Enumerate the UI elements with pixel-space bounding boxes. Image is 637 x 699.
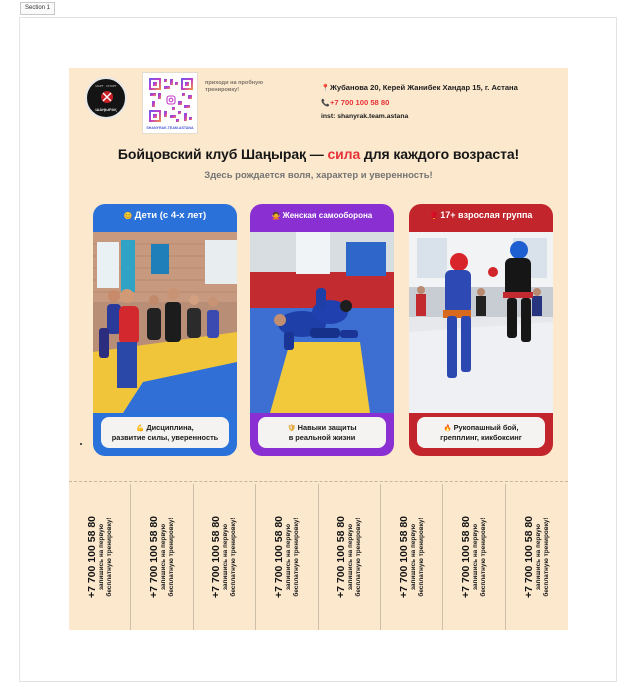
qr-caption: SHANYRAK.TEAM.ASTANA	[146, 126, 194, 130]
subheadline: Здесь рождается воля, характер и уверенность!	[204, 170, 433, 181]
card-adults-description	[417, 417, 545, 448]
strip-cta-line2: бесплатную тренировку!	[105, 517, 113, 597]
boxing-glove-icon: 🥊	[429, 213, 439, 220]
trial-note: приходи на пробную тренировку!	[205, 80, 264, 93]
strip-cta-line1: запишись на первую	[534, 523, 542, 591]
card-kids	[93, 204, 237, 456]
strip-cta-line2: бесплатную тренировку!	[417, 517, 425, 597]
club-logo	[85, 77, 127, 119]
tear-off-strip	[319, 484, 381, 630]
headline-part1: Бойцовский клуб Шаңырақ —	[117, 146, 328, 162]
strip-phone: +7 700 100 58 80	[459, 515, 472, 599]
cursor-dot	[80, 443, 82, 445]
card-adults-title	[409, 210, 553, 220]
cut-line	[69, 481, 568, 482]
card-women	[250, 204, 394, 456]
strip-cta-line1: запишись на первую	[471, 523, 479, 591]
strip-cta-line1: запишись на первую	[284, 523, 292, 591]
card-women-title	[250, 211, 394, 220]
kids-photo	[93, 232, 237, 413]
phone-icon: 📞	[321, 100, 330, 107]
strip-phone: +7 700 100 58 80	[522, 515, 535, 599]
tear-off-strip	[443, 484, 505, 630]
headline	[69, 146, 568, 162]
qr-code-card	[142, 72, 198, 134]
tear-off-strip	[69, 484, 131, 630]
strip-cta-line2: бесплатную тренировку!	[292, 517, 300, 597]
strip-cta-line1: запишись на первую	[160, 523, 168, 591]
card-kids-title-text: Дети (с 4-х лет)	[134, 210, 207, 221]
tear-off-strip	[131, 484, 193, 630]
flyer	[69, 68, 568, 630]
strip-cta-line2: бесплатную тренировку!	[168, 517, 176, 597]
strip-phone: +7 700 100 58 80	[148, 515, 161, 599]
map-pin-icon: 📍	[321, 85, 330, 92]
address-row	[321, 83, 518, 92]
strip-cta-line2: бесплатную тренировку!	[542, 517, 550, 597]
card-women-desc-line1: Навыки защиты	[297, 423, 357, 432]
strip-cta-line1: запишись на первую	[97, 523, 105, 591]
phone-row	[321, 98, 389, 107]
smile-icon: 😊	[123, 213, 133, 220]
card-kids-description	[101, 417, 229, 448]
instagram-text: inst: shanyrak.team.astana	[321, 113, 409, 120]
section-tab[interactable]: Section 1	[20, 2, 55, 15]
strip-phone: +7 700 100 58 80	[85, 515, 98, 599]
phone-text: +7 700 100 58 80	[330, 98, 390, 107]
logo-top-text: МАРТ · СПОРТ	[95, 84, 117, 88]
tear-off-strip	[381, 484, 443, 630]
gesture-icon: 🙅	[271, 213, 281, 220]
headline-accent: сила	[327, 146, 361, 162]
fire-icon: 🔥	[443, 425, 452, 432]
tear-off-strip	[256, 484, 318, 630]
strip-cta-line1: запишись на первую	[222, 523, 230, 591]
card-adults-title-text: 17+ взрослая группа	[440, 210, 533, 220]
strip-phone: +7 700 100 58 80	[335, 515, 348, 599]
card-adults-desc-line2: грепплинг, кикбоксинг	[440, 433, 522, 442]
strip-cta-line2: бесплатную тренировку!	[479, 517, 487, 597]
qr-code-icon	[148, 77, 194, 123]
card-women-desc-line2: в реальной жизни	[288, 433, 356, 442]
card-women-description	[258, 417, 386, 448]
logo-bottom-text: ШАҢЫРАҚ	[95, 107, 117, 112]
card-kids-desc-line1: Дисциплина,	[146, 423, 194, 432]
tear-off-strip	[194, 484, 256, 630]
instagram-row	[321, 113, 408, 120]
strip-cta-line2: бесплатную тренировку!	[230, 517, 238, 597]
adults-photo	[409, 232, 553, 413]
card-kids-title	[93, 210, 237, 221]
card-adults	[409, 204, 553, 456]
card-kids-desc-line2: развитие силы, уверенность	[111, 433, 219, 442]
women-photo	[250, 232, 394, 413]
shield-icon: 🛡	[287, 425, 296, 432]
muscle-icon: 💪	[136, 425, 145, 432]
strip-phone: +7 700 100 58 80	[210, 515, 223, 599]
strip-cta-line2: бесплатную тренировку!	[355, 517, 363, 597]
strip-phone: +7 700 100 58 80	[272, 515, 285, 599]
tear-off-strip	[506, 484, 568, 630]
headline-part2: для каждого возраста!	[360, 146, 520, 162]
crossed-swords-icon	[100, 90, 114, 104]
strip-cta-line1: запишись на первую	[347, 523, 355, 591]
card-women-title-text: Женская самооборона	[282, 211, 373, 220]
strip-cta-line1: запишись на первую	[409, 523, 417, 591]
address-text: Жубанова 20, Керей Жанибек Хандар 15, г. Астана	[330, 83, 518, 92]
tear-off-strips	[69, 484, 568, 630]
strip-phone: +7 700 100 58 80	[397, 515, 410, 599]
card-adults-desc-line1: Рукопашный бой,	[453, 423, 519, 432]
